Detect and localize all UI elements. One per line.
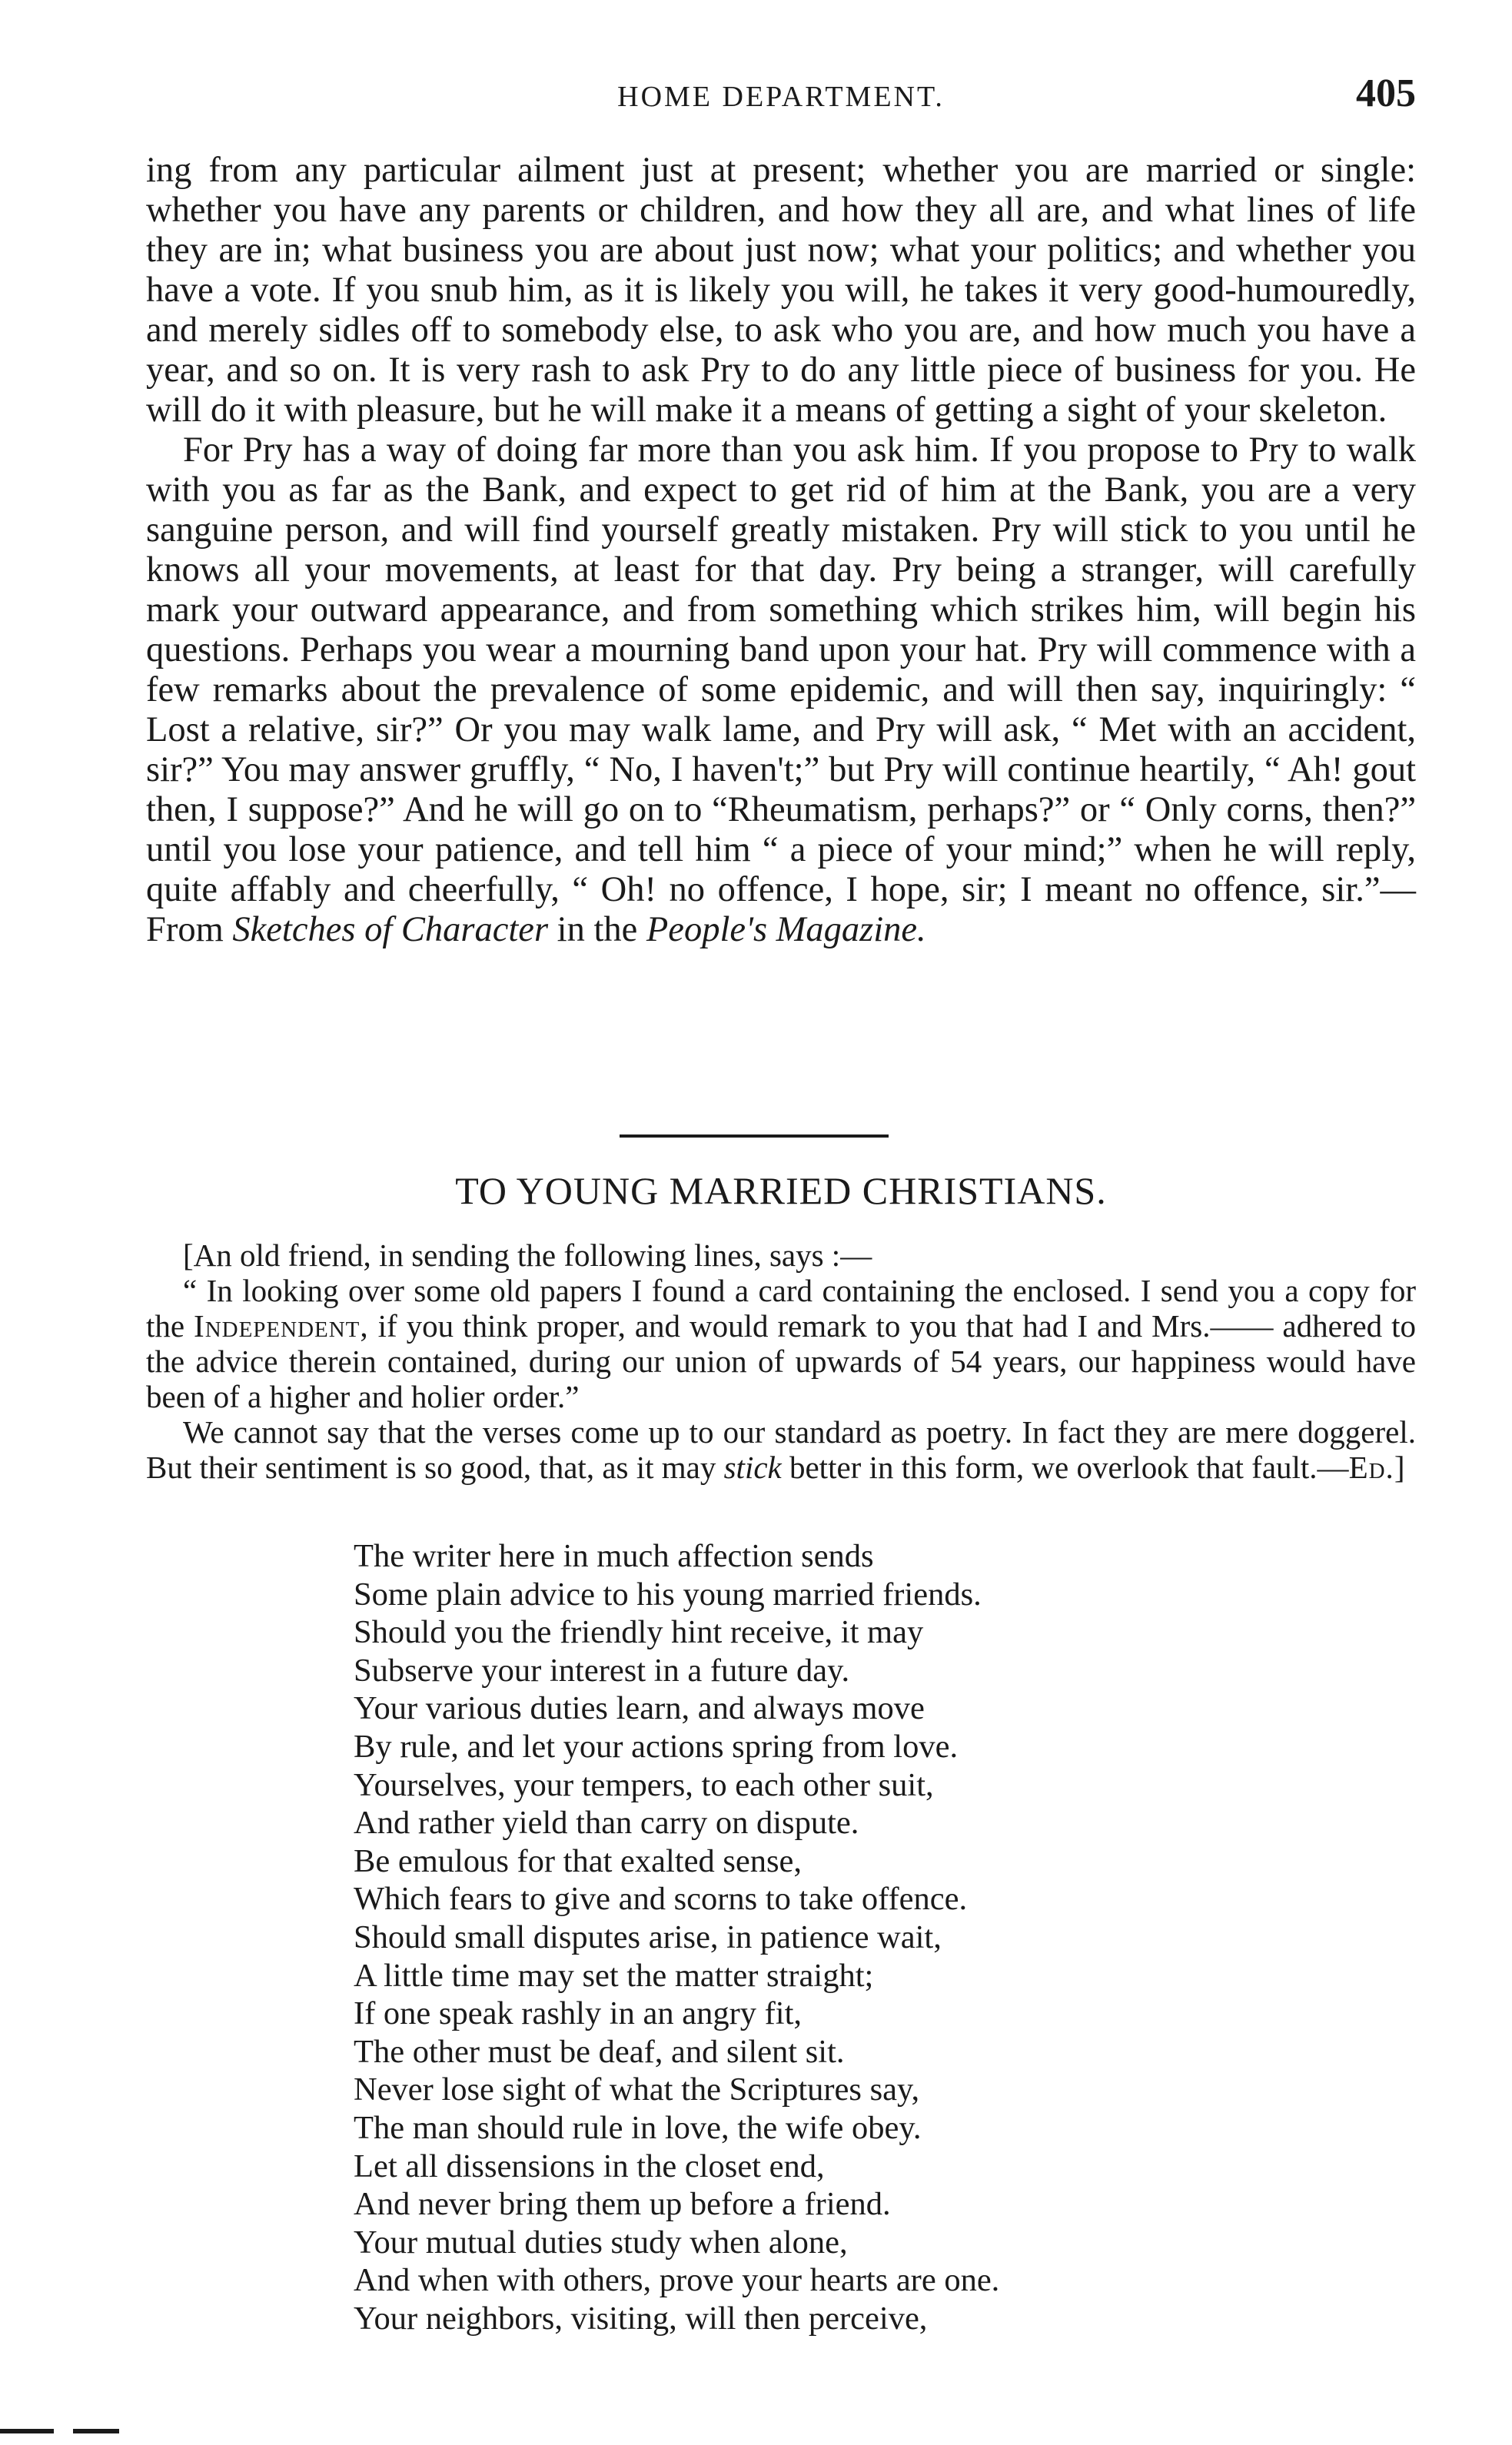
running-title: HOME DEPARTMENT. (617, 81, 945, 113)
scan-mark (0, 2429, 54, 2433)
poem-line: If one speak rashly in an angry fit, (354, 1995, 803, 2032)
editor-emphasis: stick (723, 1450, 782, 1485)
poem-line: And rather yield than carry on dispute. (354, 1805, 859, 1842)
poem-line: Some plain advice to his young married friends. (354, 1576, 982, 1613)
poem-line: Let all dissensions in the closet end, (354, 2148, 825, 2184)
running-head (146, 71, 1416, 117)
poem-line: Subserve your interest in a future day. (354, 1652, 850, 1689)
editor-signature: Ed. (1348, 1450, 1394, 1485)
letter-quote (146, 1273, 1416, 1414)
article-body (146, 151, 1416, 950)
editor-note (146, 1237, 1416, 1485)
poem-line: Never lose sight of what the Scriptures say, (354, 2071, 920, 2108)
editor-before: We cannot say that the verses come up to our standard as poetry. In fact they are mere doggerel. But their sentiment is so good, that, as it may (146, 1414, 1416, 1485)
poem (354, 1537, 999, 2337)
source-title: Sketches of Character (232, 910, 549, 949)
scan-mark (73, 2429, 119, 2433)
poem-line: The other must be deaf, and silent sit. (354, 2033, 845, 2070)
editor-intro: [An old friend, in sending the following lines, says :— (183, 1237, 872, 1273)
scan-edge-marks (0, 2429, 1512, 2438)
editor-after: better in this form, we overlook that fault.— (789, 1450, 1349, 1485)
source-magazine: People's Magazine. (646, 910, 926, 949)
poem-line: Should small disputes arise, in patience wait, (354, 1918, 942, 1955)
section-title: TO YOUNG MARRIED CHRISTIANS. (455, 1169, 1107, 1212)
section-divider (620, 1134, 889, 1138)
poem-line: A little time may set the matter straight; (354, 1957, 874, 1994)
poem-line: Your mutual duties study when alone, (354, 2224, 848, 2261)
source-mid: in the (557, 910, 638, 949)
editor-close: ] (1394, 1450, 1405, 1485)
article-paragraph-2-text: For Pry has a way of doing far more than you ask him. If you propose to Pry to walk with you as far as the Bank, and expect to get rid of him at the Bank, you are a very sanguine person, and will find yourself greatly mistaken. Pry will stick to you until he knows all your movements, at least for that day. Pry being a stranger, will carefully mark your outward appearance, and from something which strikes him, will begin his questions. Perhaps you wear a mourning band upon your hat. Pry will commence with a few remarks about the prevalence of some epidemic, and will then say, inquiringly: “ Lost a relative, sir?” Or you may walk lame, and Pry will ask, “ Met with an accident, sir?” You may answer gruffly, “ No, I haven't;” but Pry will continue heartily, “ Ah! gout then, I suppose?” And he will go on to “Rheumatism, perhaps?” or “ Only corns, then?” until you lose your patience, and tell him “ a piece of your mind;” when he will reply, quite affably and cheerfully, “ Oh! no offence, I hope, sir; I meant no offence, sir.”—From (146, 430, 1416, 949)
letter-after: if you think proper, and would remark to you that had I and Mrs.—— adhered to the advice therein contained, during our union of upwards of 54 years, our happiness would have been of a higher and holier order.” (146, 1308, 1416, 1414)
letter-before: “ In looking over some old papers I found a card containing the enclosed. I send you a copy for the (146, 1273, 1416, 1344)
publication-name: Independent, (194, 1308, 369, 1344)
poem-line: The writer here in much affection sends (354, 1538, 874, 1574)
poem-line: By rule, and let your actions spring from love. (354, 1728, 959, 1765)
article-paragraph-1: ing from any particular ailment just at present; whether you are married or single: whether you have any parents or children, and how they all are, and what lines of life they are in; what business you are about just now; what your politics; and whether you have a vote. If you snub him, as it is likely you will, he takes it very good-humouredly, and merely sidles off to somebody else, to ask who you are, and how much you have a year, and so on. It is very rash to ask Pry to do any little piece of business for you. He will do it with pleasure, but he will make it a means of getting a sight of your skeleton. (146, 151, 1416, 430)
poem-line: Your neighbors, visiting, will then perceive, (354, 2300, 928, 2337)
editor-comment (146, 1414, 1416, 1485)
poem-line: And when with others, prove your hearts are one. (354, 2262, 1000, 2299)
poem-line: Which fears to give and scorns to take offence. (354, 1881, 968, 1918)
poem-line: The man should rule in love, the wife obey. (354, 2109, 922, 2146)
poem-line: And never bring them up before a friend. (354, 2186, 891, 2223)
poem-line: Should you the friendly hint receive, it may (354, 1614, 924, 1651)
article-paragraph-2 (146, 430, 1416, 950)
poem-line: Be emulous for that exalted sense, (354, 1842, 803, 1879)
poem-line: Your various duties learn, and always move (354, 1690, 925, 1727)
poem-line: Yourselves, your tempers, to each other suit, (354, 1766, 934, 1803)
page-number: 405 (1356, 71, 1416, 115)
